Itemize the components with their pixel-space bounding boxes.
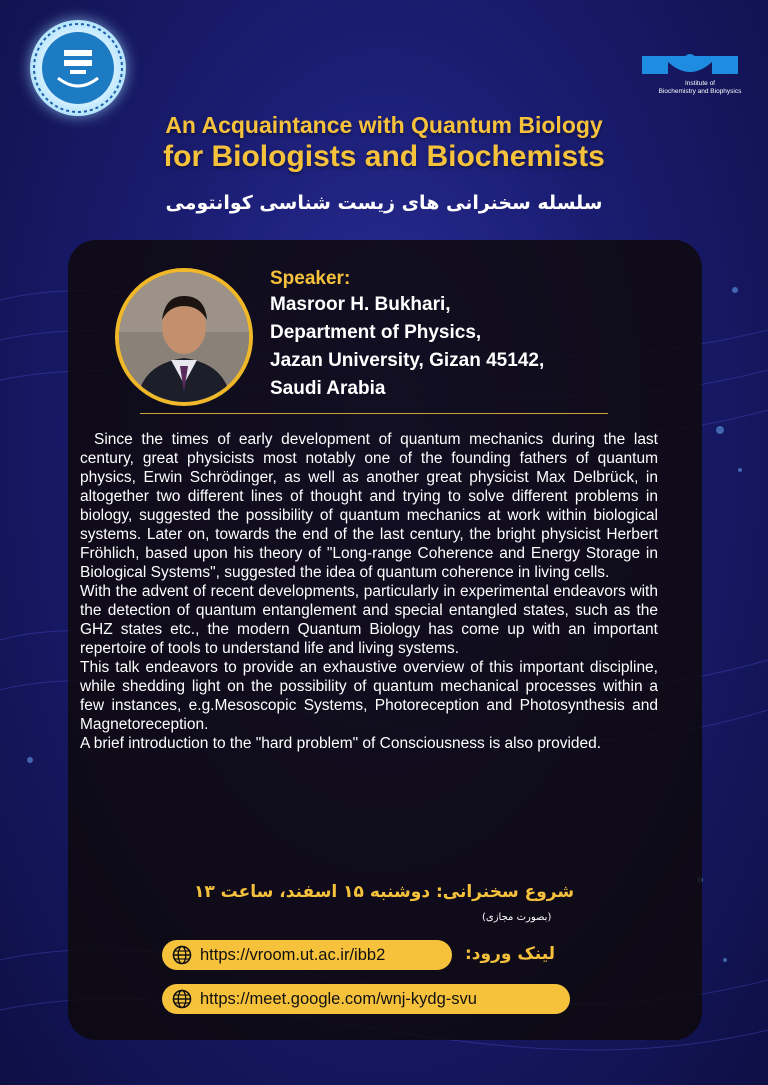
entry-label: لینک ورود: [465, 944, 556, 964]
speaker-university: Jazan University, Gizan 45142, [270, 350, 545, 371]
online-note: (بصورت مجازی) [482, 912, 552, 923]
institute-caption-line-2: Biochemistry and Biophysics [658, 88, 742, 95]
title-persian: سلسله سخنرانی های زیست شناسی کوانتومی [165, 192, 603, 214]
link-google-meet-text[interactable]: https://meet.google.com/wnj-kydg-svu [200, 989, 477, 1008]
abstract-paragraph-1: Since the times of early development of quantum mechanics during the last century, great physicists most notably one of the founding fathers of quantum physics, Erwin Schrödinger, as well as another great physicist Max Delbrück, in altogether two different lines of thought and trying to solve different problems in biology, suggested the possibility of quantum mechanics at work within biological systems. Later on, towards the end of the last century, the bright physicist Herbert Fröhlich, based upon his theory of "Long-range Coherence and Energy Storage in Biological Systems", suggested the idea of quantum coherence in living cells. [80, 431, 658, 581]
abstract [80, 430, 658, 753]
university-logo-icon [30, 20, 126, 116]
globe-icon [172, 945, 192, 965]
abstract-paragraph-4: A brief introduction to the "hard problem" of Consciousness is also provided. [80, 735, 602, 752]
speaker-label: Speaker: [270, 268, 351, 289]
institute-caption-line-1: Institute of [685, 80, 715, 87]
event-date: شروع سخنرانی: دوشنبه ۱۵ اسفند، ساعت ۱۳ [193, 882, 575, 902]
speaker-photo [115, 268, 253, 406]
divider [140, 413, 608, 414]
abstract-paragraph-3: This talk endeavors to provide an exhaustive overview of this important discipline, while shedding light on the possibility of quantum mechanical processes within a few instances, e.g.Mesoscopic Systems, Photoreception and Photosynthesis and Magnetoreception. [80, 659, 658, 733]
link-vroom[interactable] [162, 940, 452, 970]
globe-icon [172, 989, 192, 1009]
link-vroom-text[interactable]: https://vroom.ut.ac.ir/ibb2 [200, 945, 386, 964]
speaker-country: Saudi Arabia [270, 378, 386, 399]
abstract-paragraph-2: With the advent of recent developments, particularly in experimental endeavors with the detection of quantum entanglement and special entangled states, such as the GHZ states etc., the modern Quantum Biology has come up with an important repertoire of tools to understand life and living systems. [80, 583, 658, 657]
link-google-meet[interactable] [162, 984, 570, 1014]
speaker-name: Masroor H. Bukhari, [270, 294, 451, 315]
title-line-1: An Acquaintance with Quantum Biology [165, 112, 603, 138]
title-line-2: for Biologists and Biochemists [163, 140, 605, 173]
speaker-department: Department of Physics, [270, 322, 482, 343]
